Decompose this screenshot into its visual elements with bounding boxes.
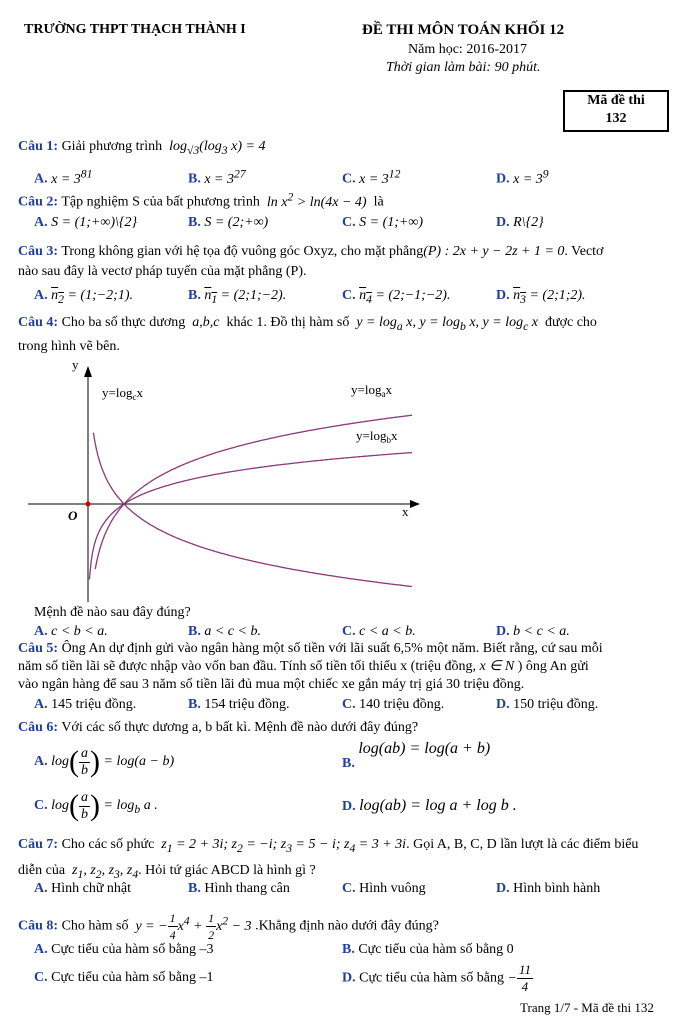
q2-option-b[interactable]: B. S = (2;+∞) — [188, 215, 269, 230]
question-6: Câu 6: Với các số thực dương a, b bất kì. Mệnh đề nào dưới đây đúng? — [18, 720, 419, 735]
curve-c-label: $y=\log_cx$ — [102, 385, 143, 402]
q5-option-d[interactable]: D. 150 triệu đồng. — [496, 697, 599, 712]
exam-title: ĐỀ THI MÔN TOÁN KHỐI 12 — [362, 22, 565, 38]
q6-option-a[interactable]: A. log( $\frac{a}{b}$ ) = log(a − b) — [34, 745, 175, 778]
q1-option-a[interactable]: A. $x = 3^{81}$ — [34, 167, 93, 187]
q3-option-c[interactable]: C. $n_4$ = (2;−1;−2). — [342, 288, 451, 306]
q8-option-d[interactable]: D. Cực tiểu của hàm số bằng − $\frac{11}{4}$ — [342, 962, 531, 994]
q8-option-c[interactable]: C. Cực tiểu của hàm số bằng –1 — [34, 970, 214, 985]
question-7: Câu 7: Cho các số phức $z_1 = 2 + 3i$; $z_2 = -i$; $z_3 = 5 - i$; $z_4 = 3 + 3i$. Gọi A, B, C, D lần lượt là các điểm biểu diễn của $z_1$, $z_2$, $z_3$, $z_4$. Hỏi tứ giác ABCD là hình gì ? — [18, 837, 639, 881]
q7-option-c[interactable]: C. Hình vuông — [342, 881, 426, 896]
q7-option-d[interactable]: D. Hình bình hành — [496, 881, 601, 896]
y-axis-arrow — [84, 366, 92, 377]
question-1 — [18, 137, 668, 161]
q2-option-a[interactable]: A. S = (1;+∞)\{2} — [34, 215, 138, 230]
q1-option-c[interactable]: C. $x = 3^{12}$ — [342, 167, 401, 187]
log-graph — [28, 352, 428, 602]
x-axis-arrow — [410, 500, 420, 508]
q5-option-c[interactable]: C. 140 triệu đồng. — [342, 697, 445, 712]
school-year: Năm học: 2016-2017 — [408, 42, 527, 57]
q1-option-b[interactable]: B. $x = 3^{27}$ — [188, 167, 246, 187]
curve-a-label: $y=\log_ax$ — [351, 382, 392, 399]
exam-code-box — [563, 90, 669, 132]
q5-option-b[interactable]: B. 154 triệu đồng. — [188, 697, 290, 712]
exam-time: Thời gian làm bài: 90 phút. — [386, 60, 541, 75]
origin-label: O — [68, 508, 78, 523]
question-2: Câu 2: Tập nghiệm S của bất phương trình $\ln x^2 > \ln(4x - 4)$ là — [18, 190, 384, 210]
curve-b-label: $y=\log_bx$ — [356, 428, 398, 445]
question-4-prompt: Mệnh đề nào sau đây đúng? — [34, 605, 191, 620]
q3-option-b[interactable]: B. $n_1$ = (2;1;−2). — [188, 288, 287, 306]
question-4: Câu 4: Cho ba số thực dương a,b,c khác 1. Đồ thị hàm số $y = \log_a x$, $y = \log_b x$, $y = \log_c x$ được cho trong hình vẽ bên. — [18, 315, 597, 354]
q5-option-a[interactable]: A. 145 triệu đồng. — [34, 697, 137, 712]
q4-option-d[interactable]: D. b < c < a. — [496, 624, 570, 639]
x-axis-label: x — [402, 504, 409, 519]
q7-option-b[interactable]: B. Hình thang cân — [188, 881, 290, 896]
question-1-label: Câu 1: — [18, 139, 59, 154]
q1-option-d[interactable]: D. $x = 3^9$ — [496, 167, 549, 187]
school-name: TRƯỜNG THPT THẠCH THÀNH I — [24, 22, 246, 37]
q6-option-c[interactable]: C. log( $\frac{a}{b}$ ) = $\log_b a$ . — [34, 789, 158, 822]
q2-option-d[interactable]: D. R\{2} — [496, 215, 544, 230]
question-1-equation: $\log_{√3}(\log_3$ x) = 4 — [165, 139, 266, 157]
q8-option-a[interactable]: A. Cực tiểu của hàm số bằng –3 — [34, 942, 214, 957]
page-footer: Trang 1/7 - Mã đề thi 132 — [520, 1000, 654, 1015]
q7-option-a[interactable]: A. Hình chữ nhật — [34, 881, 132, 896]
y-axis-label: y — [72, 357, 79, 372]
q4-option-a[interactable]: A. c < b < a. — [34, 624, 108, 639]
q6-option-d[interactable]: D. log(ab) = log a + log b . — [342, 797, 517, 814]
q6-option-b[interactable]: B. log(ab) = log(a + b) — [342, 740, 491, 771]
exam-code-value: 132 — [605, 111, 627, 126]
question-1-text: Giải phương trình — [61, 139, 163, 154]
q2-option-c[interactable]: C. S = (1;+∞) — [342, 215, 423, 230]
q4-option-c[interactable]: C. c < a < b. — [342, 624, 416, 639]
origin-point — [86, 502, 91, 507]
q4-option-b[interactable]: B. a < c < b. — [188, 624, 261, 639]
question-8: Câu 8: Cho hàm số y = − $\frac{1}{4}$ $x^4$ + $\frac{1}{2}$ $x^2 - 3$ .Khẳng định nào dưới đây đúng? — [18, 910, 439, 942]
question-5: Câu 5: Ông An dự định gửi vào ngân hàng một số tiền với lãi suất 6,5% một năm. Biết rằng, cứ sau mỗi năm số tiền lãi sẽ được nhập vào vốn ban đầu. Tính số tiền tối thiểu x (triệu đồng, x ∈ N ) ông An gửi vào ngân hàng để sau 3 năm số tiền lãi đủ mua một chiếc xe gắn máy trị giá 30 triệu đồng. — [18, 641, 603, 692]
q8-option-b[interactable]: B. Cực tiểu của hàm số bằng 0 — [342, 942, 514, 957]
q3-option-d[interactable]: D. $n_3$ = (2;1;2). — [496, 288, 586, 306]
q3-option-a[interactable]: A. $n_2$ = (1;−2;1). — [34, 288, 133, 306]
question-3: Câu 3: Trong không gian với hệ tọa độ vuông góc Oxyz, cho mặt phẳng(P) : 2x + y − 2z + 1 = 0. Vectơ nào sau đây là vectơ pháp tuyến của mặt phẳng (P). — [18, 244, 604, 279]
exam-code-label: Mã đề thi — [587, 93, 645, 108]
